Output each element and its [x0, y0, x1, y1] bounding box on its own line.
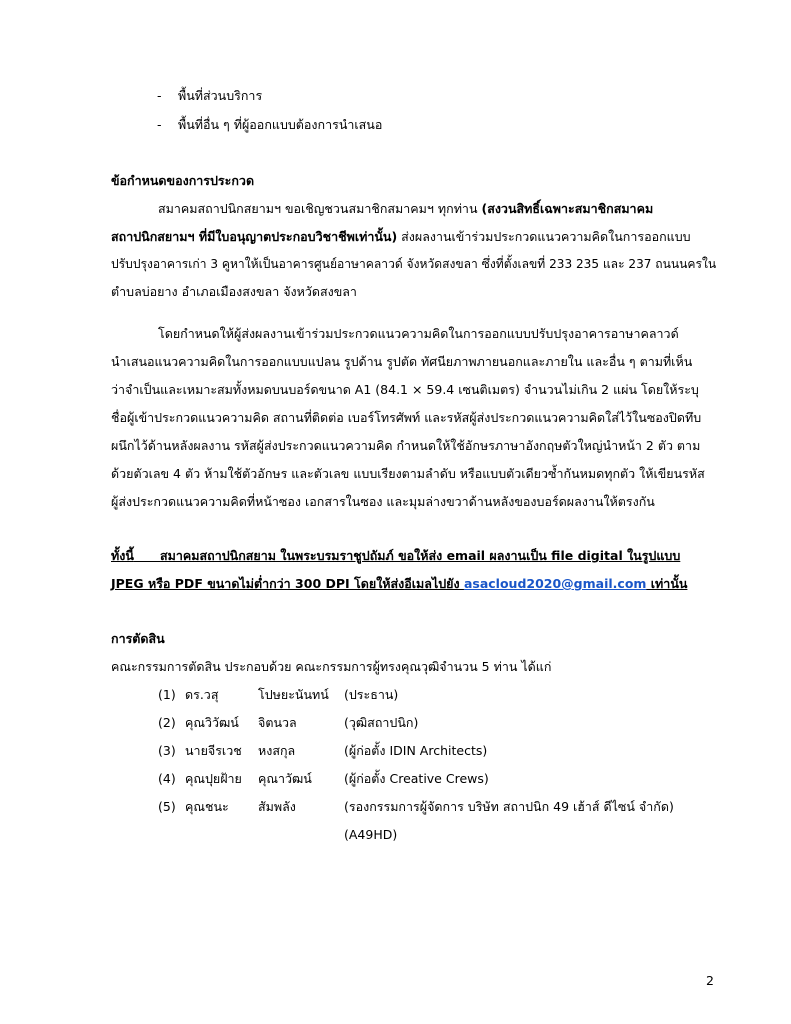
member-number: (4)	[158, 771, 176, 786]
rules-p1-line2-text: ส่งผลงานเข้าร่วมประกวดแนวความคิดในการออกแบบ	[397, 229, 691, 244]
rules-p1-line1-text: สมาคมสถาปนิกสยามฯ ขอเชิญชวนสมาชิกสมาคมฯ ทุกท่าน	[158, 201, 482, 216]
member-first-name: คุณชนะ	[185, 799, 229, 814]
bullet-marker: -	[157, 88, 162, 103]
bullet-item-service-area: พื้นที่ส่วนบริการ	[178, 88, 263, 103]
rules-p2-line: ผู้ส่งประกวดแนวความคิดที่หน้าซอง เอกสารในซอง และมุมล่างขวาด้านหลังของบอร์ดผลงานให้ตรงกัน	[111, 494, 655, 509]
member-role: (วุฒิสถาปนิก)	[344, 715, 419, 730]
member-role: (ผู้ก่อตั้ง Creative Crews)	[344, 771, 489, 786]
member-first-name: คุณวิวัฒน์	[185, 715, 239, 730]
bullet-item-other-area: พื้นที่อื่น ๆ ที่ผู้ออกแบบต้องการนำเสนอ	[178, 117, 383, 132]
member-role: (ประธาน)	[344, 687, 399, 702]
member-first-name: นายจีรเวช	[185, 743, 242, 758]
rules-p2-line: ผนึกไว้ด้านหลังผลงาน รหัสผู้ส่งประกวดแนวความคิด กำหนดให้ใช้อักษรภาษาอังกฤษตัวใหญ่นำหน้า 2 ตัว ตาม	[111, 438, 701, 453]
member-last-name: จิตนวล	[258, 715, 297, 730]
member-last-name: โปษยะนันทน์	[258, 687, 329, 702]
member-role: (รองกรรมการผู้จัดการ บริษัท สถาปนิก 49 เฮ้าส์ ดีไซน์ จำกัด)	[344, 799, 674, 814]
rules-p2-line: นำเสนอแนวความคิดในการออกแบบแปลน รูปด้าน รูปตัด ทัศนียภาพภายนอกและภายใน และอื่น ๆ ตามที่เห็น	[111, 354, 693, 369]
rules-p2-line: ด้วยตัวเลข 4 ตัว ห้ามใช้ตัวอักษร และตัวเลข แบบเรียงตามลำดับ หรือแบบตัวเดียวซ้ำกันหมดทุกตัว ให้เขียนรหัส	[111, 466, 705, 481]
member-role: (ผู้ก่อตั้ง IDIN Architects)	[344, 743, 488, 758]
judging-heading: การตัดสิน	[111, 631, 165, 646]
notice-line2	[111, 576, 687, 592]
judging-intro: คณะกรรมการตัดสิน ประกอบด้วย คณะกรรมการผู้ทรงคุณวุฒิจำนวน 5 ท่าน ได้แก่	[111, 659, 552, 674]
notice-line2-text: JPEG หรือ PDF ขนาดไม่ต่ำกว่า 300 DPI โดยให้ส่งอีเมลไปยัง	[111, 576, 464, 591]
notice-line1-text: สมาคมสถาปนิกสยาม ในพระบรมราชูปถัมภ์ ขอให้ส่ง email ผลงานเป็น file digital ในรูปแบบ	[160, 548, 681, 563]
bullet-marker: -	[157, 117, 162, 132]
rules-p2-line: ชื่อผู้เข้าประกวดแนวความคิด สถานที่ติดต่อ เบอร์โทรศัพท์ และรหัสผู้ส่งประกวดแนวความคิดใส่ไว้ในซองปิดทึบ	[111, 410, 702, 425]
notice-line1	[111, 548, 680, 564]
notice-line2-end: เท่านั้น	[646, 576, 688, 591]
member-number: (5)	[158, 799, 176, 814]
rules-p1-line4: ตำบลบ่อยาง อำเภอเมืองสงขลา จังหวัดสงขลา	[111, 284, 357, 299]
rules-p1-line1-bold: (สงวนสิทธิ์เฉพาะสมาชิกสมาคม	[481, 201, 654, 216]
rules-p1-line2	[111, 229, 691, 245]
member-last-name: หงสกุล	[258, 743, 296, 758]
member-last-name: สัมพลัง	[258, 799, 296, 814]
member-number: (3)	[158, 743, 176, 758]
page-number: 2	[706, 973, 714, 988]
rules-p1-line2-bold: สถาปนิกสยามฯ ที่มีใบอนุญาตประกอบวิชาชีพเท่านั้น)	[111, 229, 398, 244]
notice-label: ทั้งนี้	[111, 548, 134, 563]
member-last-name: คุณาวัฒน์	[258, 771, 312, 786]
member-number: (2)	[158, 715, 176, 730]
rules-p1-line1	[158, 201, 653, 217]
member-first-name: ดร.วสุ	[185, 687, 219, 702]
member-role-continued: (A49HD)	[344, 827, 398, 842]
email-link[interactable]: asacloud2020@gmail.com	[463, 576, 647, 591]
member-first-name: คุณปุยฝ้าย	[185, 771, 242, 786]
member-number: (1)	[158, 687, 176, 702]
rules-p2-line: โดยกำหนดให้ผู้ส่งผลงานเข้าร่วมประกวดแนวความคิดในการออกแบบปรับปรุงอาคารอาษาคลาวด์	[158, 326, 679, 341]
rules-heading: ข้อกำหนดของการประกวด	[111, 173, 255, 188]
rules-p1-line3: ปรับปรุงอาคารเก่า 3 คูหาให้เป็นอาคารศูนย์อาษาคลาวด์ จังหวัดสงขลา ซึ่งที่ตั้งเลขที่ 233 235 และ 237 ถนนนครใน	[111, 256, 717, 271]
rules-p2-line: ว่าจำเป็นและเหมาะสมทั้งหมดบนบอร์ดขนาด A1 (84.1 × 59.4 เซนติเมตร) จำนวนไม่เกิน 2 แผ่น โดยให้ระบุ	[111, 382, 699, 397]
